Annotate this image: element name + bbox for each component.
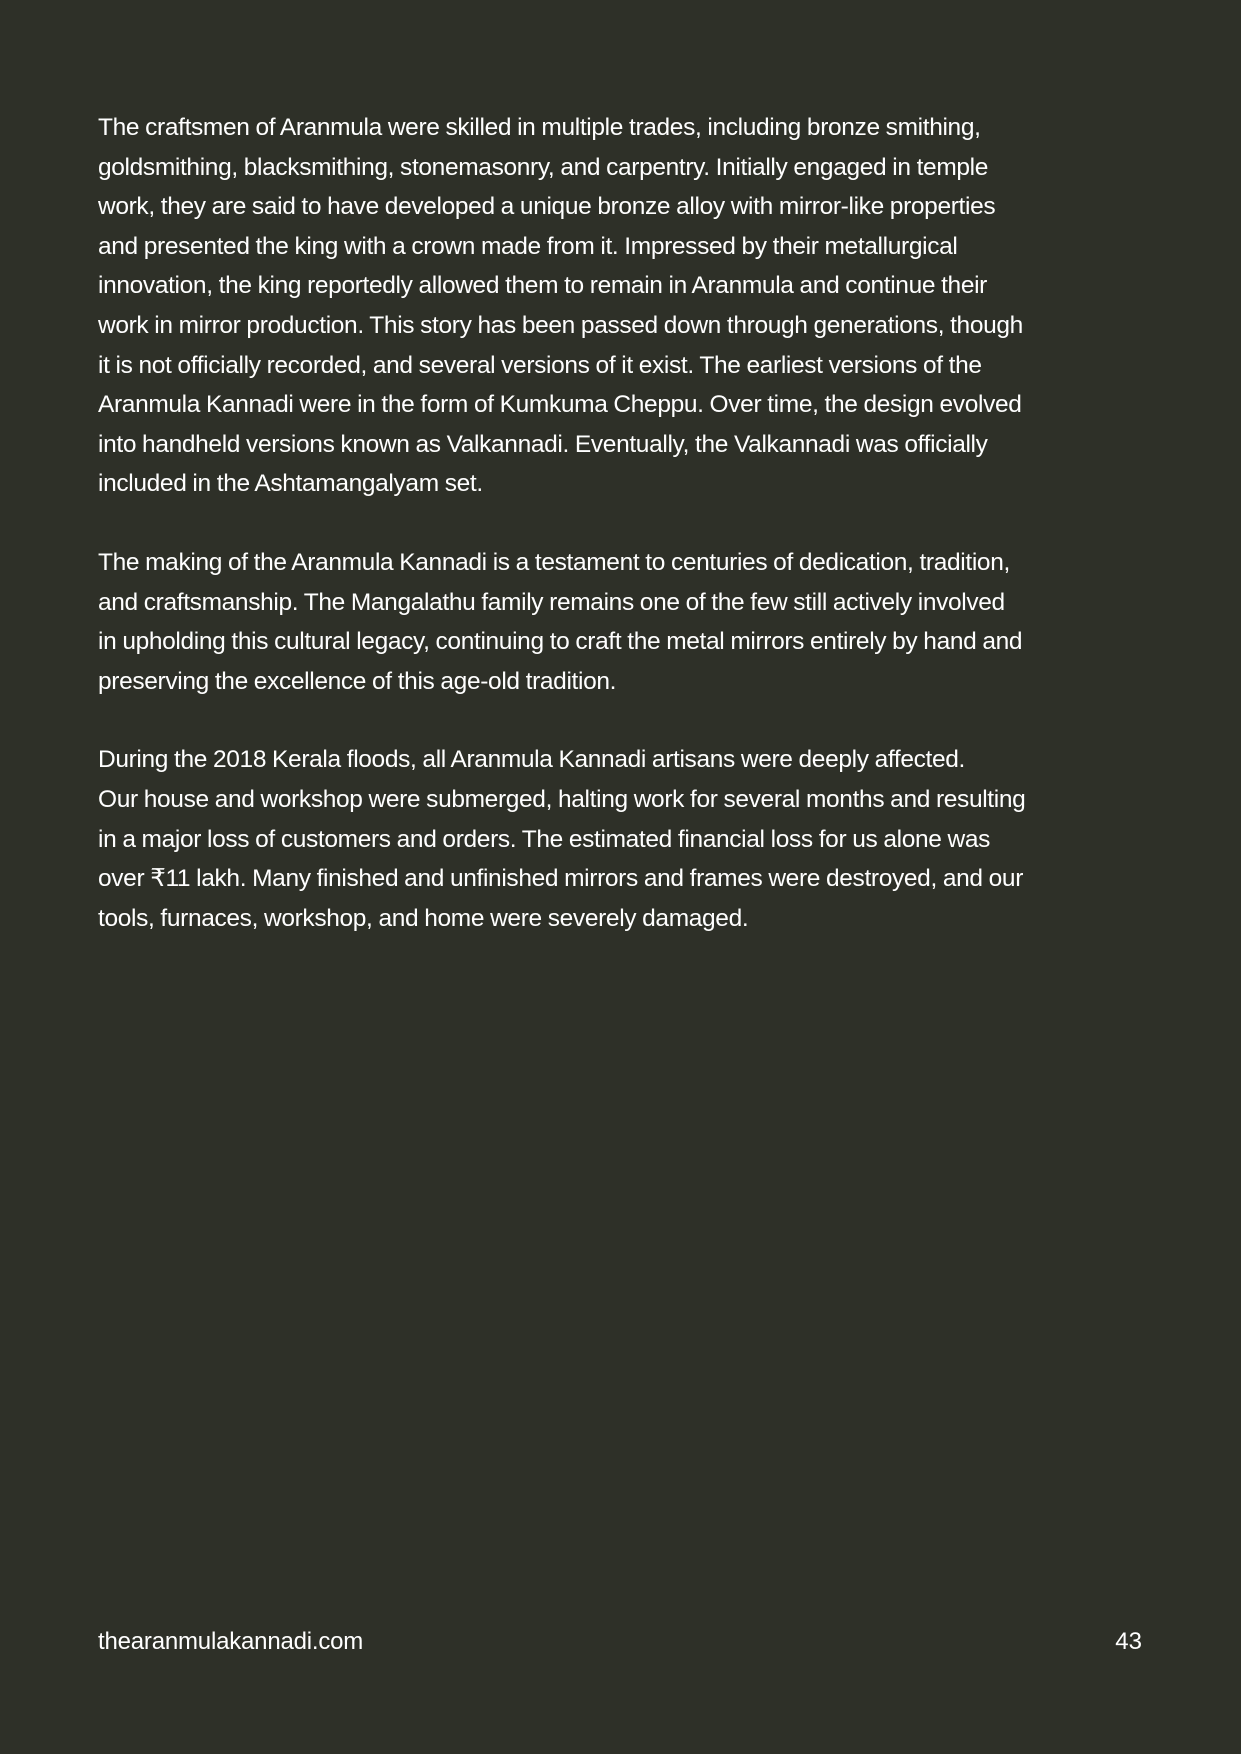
paragraph-craftsmen-history: [98, 108, 1144, 504]
text-line: The making of the Aranmula Kannadi is a testament to centuries of dedication, tradition,: [98, 548, 1010, 576]
page-content: [98, 108, 1144, 977]
text-line: and presented the king with a crown made from it. Impressed by their metallurgical: [98, 232, 958, 260]
text-line: it is not officially recorded, and several versions of it exist. The earliest versions of the: [98, 351, 982, 379]
text-line: into handheld versions known as Valkannadi. Eventually, the Valkannadi was officially: [98, 430, 988, 458]
text-line: in a major loss of customers and orders. The estimated financial loss for us alone was: [98, 825, 991, 853]
text-line: During the 2018 Kerala floods, all Aranmula Kannadi artisans were deeply affected.: [98, 746, 965, 774]
text-line: The craftsmen of Aranmula were skilled in multiple trades, including bronze smithing,: [98, 114, 981, 141]
text-line: in upholding this cultural legacy, continuing to craft the metal mirrors entirely by hand and: [98, 628, 1023, 656]
text-line: work in mirror production. This story has been passed down through generations, though: [98, 311, 1023, 339]
text-line: work, they are said to have developed a unique bronze alloy with mirror-like properties: [98, 193, 996, 221]
text-line: Aranmula Kannadi were in the form of Kumkuma Cheppu. Over time, the design evolved: [98, 391, 1022, 419]
text-line: over ₹11 lakh. Many finished and unfinished mirrors and frames were destroyed, and our: [98, 865, 1024, 893]
text-line: and craftsmanship. The Mangalathu family remains one of the few still actively involved: [98, 588, 1005, 616]
text-line: included in the Ashtamangalyam set.: [98, 470, 483, 498]
text-line: tools, furnaces, workshop, and home were severely damaged.: [98, 904, 749, 932]
paragraph-kerala-floods: [98, 740, 1144, 938]
paragraph-making-of-kannadi: [98, 543, 1144, 701]
text-line: Our house and workshop were submerged, halting work for several months and resulting: [98, 785, 1026, 813]
page-number: 43: [1115, 1628, 1142, 1655]
text-line: preserving the excellence of this age-old tradition.: [98, 667, 617, 695]
footer-website: thearanmulakannadi.com: [98, 1628, 364, 1655]
text-line: innovation, the king reportedly allowed them to remain in Aranmula and continue their: [98, 272, 987, 300]
text-line: goldsmithing, blacksmithing, stonemasonry, and carpentry. Initially engaged in temple: [98, 153, 989, 181]
